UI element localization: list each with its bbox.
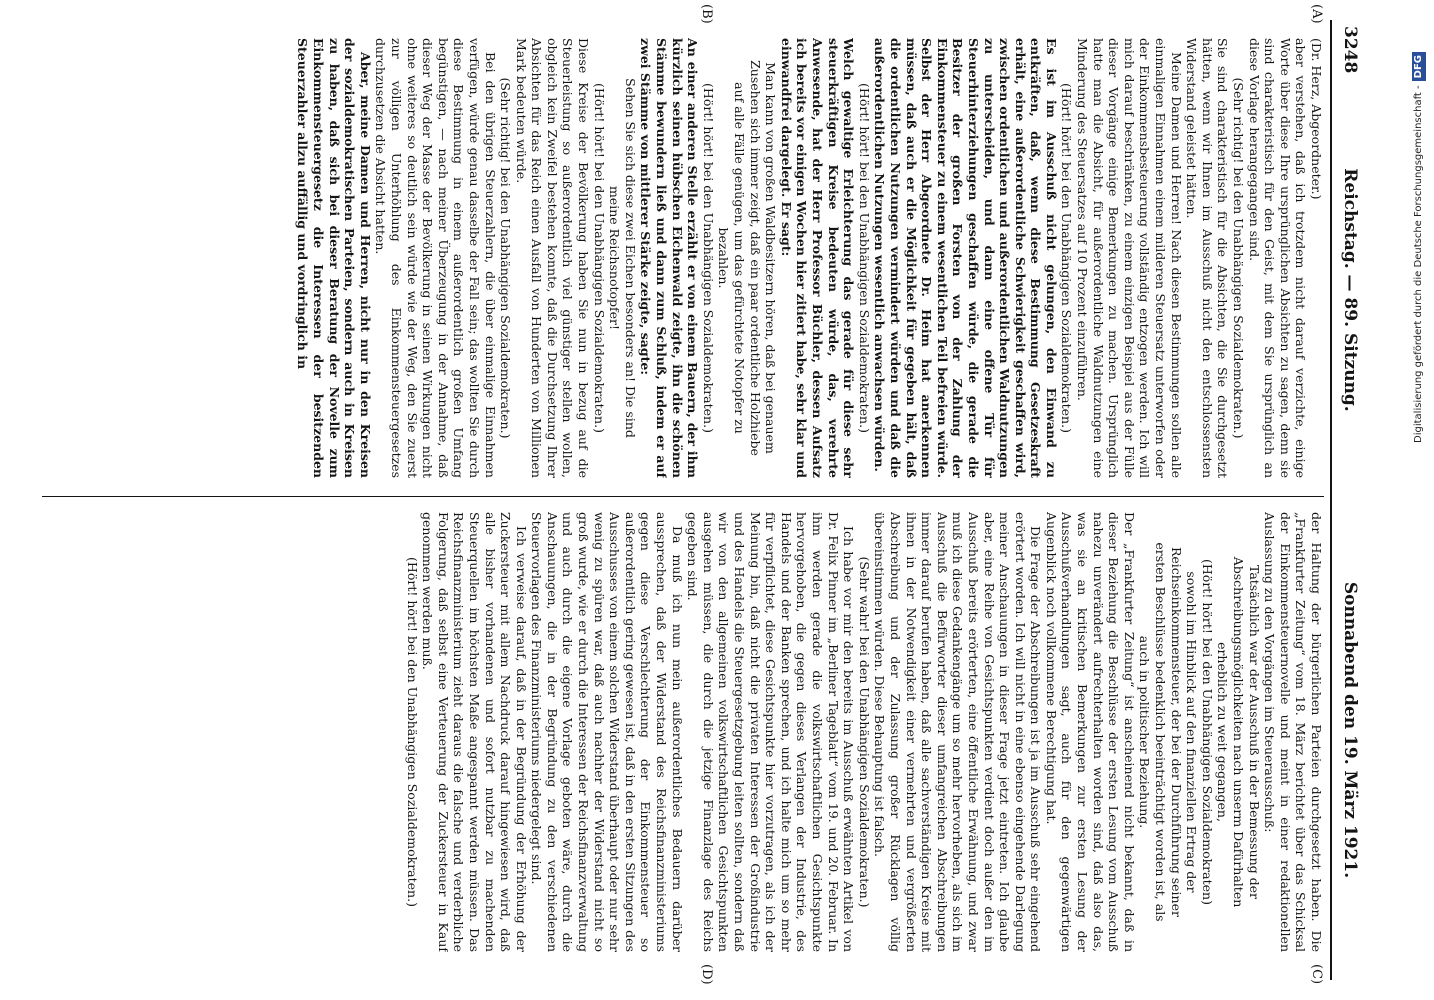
paragraph: Bei den übrigen Steuerzahlern, die über einmalige Einnahmen verfügen, würde genau dasselbe der Fall sein; das wollten Sie durch diese Bestimmung in einem außerordentlich großen Umfang begünstigen, — nach meiner Überzeugung in der Annahme, daß dieser Weg der Masse der Bevölkerung in seinen Wirkungen nicht ohne weiteres so deutlich sein würde wie der Weg, den Sie zuerst zur völligen Unterhöhlung des Einkommensteuergesetzes durchzusetzen die Absicht hatten. (373, 38, 498, 478)
paragraph: Sie sind charakteristisch für die Absichten, die Sie durchgesetzt hätten, wenn wir Ihnen im Ausschuß nicht den entschlossensten Widerstand geleistet hätten. (1184, 38, 1231, 478)
credit-text-line (1408, 52, 1430, 992)
digitization-credit (1408, 8, 1430, 992)
paragraph: (Dr. Herz, Abgeordneter.) (1309, 38, 1324, 200)
interjection: (Hört! hört! bei den Unabhängigen Sozialdemokraten) (1199, 559, 1215, 905)
quotation: Sehen Sie sich diese zwei Eichen besonders an! Die sind meine Reichsnotopfer! (607, 78, 638, 438)
paragraph: aber verstehen, daß ich trotzdem nicht darauf verzichte, einige Worte über diese Ihre ursprünglichen Absichten zu sagen, denn sie sind charakteristisch für den Geist, mit dem Sie ursprünglich an diese Vorlage herangegangen sind. (1246, 38, 1309, 478)
page-number: 3248 (1340, 26, 1360, 74)
page-header (1330, 20, 1366, 980)
paragraph: Aber, meine Damen und Herren, nicht nur in den Kreisen der sozialdemokratischen Parteien, sondern auch in Kreisen zu haben, daß sich bei dieser Beratung der Novelle zum Einkommensteuergesetz die Interessen der besitzenden Steuerzahler allzu auffällig und vordringlich in (295, 38, 373, 478)
interjection: (Hört! hört! bei den Unabhängigen Sozialdemokraten.) (404, 557, 420, 907)
paragraph: An einer anderen Stelle erzählt er von einem Bauern, der ihm kürzlich seinen hübschen Eichenwald zeigte, ihn die schönen Stämme bewundern ließ und dann zum Schluß, indem er auf zwei Stämme von mittlerer Stärke zeigte, sagte: (638, 38, 701, 478)
header-left-title: Reichstag. — 89. Sitzung. (1340, 168, 1360, 412)
quotation: sowohl im Hinblick auf den finanziellen Ertrag der Reichseinkommensteuer, der bei der Durchführung seiner ersten Beschlüsse bedenklich beeinträchtigt worden ist, als auch in politischer Beziehung. (1137, 542, 1200, 922)
paragraph: Die Frage der Abschreibungen ist ja im Ausschuß sehr eingehend erörtert worden. Ich will nicht in eine ebenso eingehende Darlegung meiner Anschauungen in dieser Frage jetzt eintreten. Ich glaube aber, eine Reihe von Gesichtspunkten verdient doch außer den im Ausschuß bereits erörterten, eine öffentliche Erwähnung, und zwar muß ich diese Gedankengänge um so mehr hervorheben, als sich im Ausschuß die Befürworter dieser umfangreichen Abschreibungen immer darauf berufen haben, daß alle sachverständigen Kreise mit ihnen in der Notwendigkeit einer vermehrten und vergrößerten Abschreibung und der Zulassung großer Rücklagen völlig übereinstimmen würden. Diese Behauptung ist falsch. (872, 512, 1044, 952)
margin-marker-d: (D) (699, 964, 714, 985)
interjection: (Sehr wahr! bei den Unabhängigen Sozialdemokraten.) (856, 556, 872, 908)
paragraph: Ich verweise darauf, daß in der Begründung der Erhöhung der Zuckersteuer mit allem Nachdruck darauf hingewiesen wird, daß alle bisher vorhandenen und sofort nutzbar zu machenden Steuerquellen im höchsten Maße angespannt werden müssen. Das Reichsfinanzministerium zieht daraus die falsche und verderbliche Folgerung, daß selbst eine Verteuerung der Zuckersteuer in Kauf genommen werden muß. (420, 512, 529, 952)
paragraph: Da muß ich nun mein außerordentliches Bedauern darüber aussprechen, daß der Widerstand des Reichsfinanzministeriums gegen diese Verschlechterung der Einkommensteuer so außerordentlich gering gewesen ist, daß in den ersten Sitzungen des Ausschusses von einem solchen Widerstand überhaupt oder nur sehr wenig zu spüren war, daß auch nachher der Widerstand nicht so groß wurde, wie er durch die Interessen der Reichsfinanzverwaltung und auch durch die eigene Vorlage geboten wäre, durch die Anschauungen, die in der Begründung zu den verschiedenen Steuervorlagen des Finanzministeriums niedergelegt sind. (529, 512, 685, 952)
paragraph: Welch gewaltige Erleichterung das gerade für diese sehr steuerkräftigen Kreise bedeuten würde, das, verehrte Anwesende, hat der Herr Professor Büchler, dessen Aufsatz ich bereits vor einigen Wochen hier zitiert habe, sehr klar und einwandfrei dargelegt. Er sagt: (778, 38, 857, 478)
interjection: (Hört! hört! bei den Unabhängigen Sozialdemokraten.) (1059, 83, 1075, 433)
paragraph: der Haltung der bürgerlichen Parteien durchgesetzt haben. Die „Frankfurter Zeitung“ vom 18. März berichtet über das Schicksal der Einkommensteuernovelle und meint in einer redaktionellen Auslassung zu den Vorgängen im Steuerausschuß: (1262, 512, 1324, 952)
left-column (42, 38, 1324, 478)
interjection: (Sehr richtig! bei den Unabhängigen Sozialdemokraten.) (1231, 77, 1247, 439)
quotation: Man kann von großen Waldbesitzern hören, daß bei genauem Zusehen sich immer zeigt, daß ein paar ordentliche Holzhiebe auf alle Fälle genügen, um das gefürchtete Notopfer zu bezahlen. (716, 60, 779, 456)
interjection: (Hört! hört! bei den Unabhängigen Sozialdemokraten.) (591, 83, 607, 433)
newspaper-page (34, 4, 1366, 985)
paragraph: Diese Kreise der Bevölkerung haben Sie nun in bezug auf die Steuerleistung so außerordentlich viel günstiger stellen wollen, obgleich kein Zweifel bestehen konnte, daß die Durchsetzung Ihrer Absichten für das Reich einen Ausfall von Hunderten von Millionen Mark bedeuten würde. (513, 38, 592, 478)
paragraph: Ich habe vor mir den bereits im Ausschuß erwähnten Artikel von Dr. Felix Pinner im „Berliner Tageblatt“ vom 19. und 20. Februar. In ihm werden gerade die volkswirtschaftlichen Gesichtspunkte hervorgehoben, die gegen dieses Verlangen der Industrie, des Handels und der Banken sprechen, und ich halte mich um so mehr für verpflichtet, diese Gesichtspunkte hier vorzutragen, als ich der Meinung bin, daß nicht die privaten Interessen der Großindustrie und des Handels die Steuergesetzgebung leiten sollten, sondern daß wir von den allgemeinen volkswirtschaftlichen Gesichtspunkten ausgehen müssen, die durch die jetzige Finanzlage des Reichs gegeben sind. (685, 512, 857, 952)
paragraph: Es ist im Ausschuß nicht gelungen, den Einwand zu entkräften, daß, wenn diese Bestimmung Gesetzeskraft erhält, eine außerordentliche Schwierigkeit geschaffen wird, zwischen ordentlichen und außerordentlichen Waldnutzungen zu unterscheiden, und dann eine offene Tür für Steuerhinterziehungen geschaffen würde, die gerade die Besitzer der großen Forsten von der Zahlung der Einkommensteuer zu einem wesentlichen Teil befreien würde. Selbst der Herr Abgeordnete Dr. Heim hat anerkennen müssen, daß auch er die Möglichkeit für gegeben hält, daß die ordentlichen Nutzungen vermindert würden und daß die außerordentlichen Nutzungen wesentlich anwachsen würden. (872, 38, 1059, 478)
credit-text: Digitalisierung gefördert durch die Deutsche Forschungsgemeinschaft - (1413, 85, 1424, 443)
quotation: Tatsächlich war der Ausschuß in der Bemessung der Abschreibungsmöglichkeiten nach unserm Dafürhalten erheblich zu weit gegangen, (1215, 556, 1262, 908)
paragraph: Meine Damen und Herren! Nach diesen Bestimmungen sollen alle einmaligen Einnahmen einem milderen Steuersatz unterworfen oder der Einkommensbesteuerung vollständig entzogen werden. Ich will mich darauf beschränken, zu einem einzigen Beispiel aus der Fülle dieser Vorgänge einige Bemerkungen zu machen. Ursprünglich hatte man die Absicht, für außerordentliche Waldnutzungen eine Minderung des Steuersatzes auf 10 Prozent einzuführen. (1075, 38, 1184, 478)
margin-marker-b: (B) (699, 4, 714, 24)
right-column (42, 512, 1324, 952)
paragraph: Der „Frankfurter Zeitung“ ist anscheinend nicht bekannt, daß in dieser Beziehung die Beschlüsse der ersten Lesung vom Ausschuß nahezu unverändert aufrechterhalten worden sind, daß also das, was sie an kritischen Bemerkungen zur ersten Lesung der Ausschußverhandlungen sagt, auch für den gegenwärtigen Augenblick noch vollkommene Berechtigung hat. (1043, 512, 1137, 952)
interjection: (Hört! hört! bei den Unabhängigen Sozialdemokraten.) (856, 83, 872, 433)
column-divider (42, 496, 1324, 497)
header-right-title: Sonnabend den 19. März 1921. (1340, 581, 1360, 879)
dfg-logo: DFG (1412, 52, 1426, 81)
interjection: (Sehr richtig! bei den Unabhängigen Sozialdemokraten.) (498, 77, 514, 439)
margin-marker-a: (A) (1309, 4, 1324, 24)
interjection: (Hört! hört! bei den Unabhängigen Sozialdemokraten.) (700, 83, 716, 433)
margin-marker-c: (C) (1309, 964, 1324, 985)
